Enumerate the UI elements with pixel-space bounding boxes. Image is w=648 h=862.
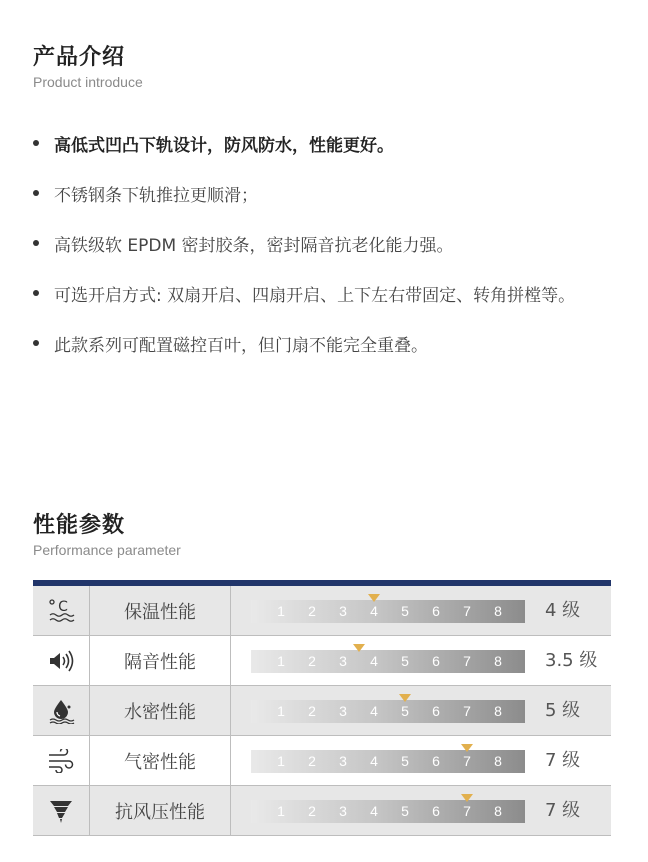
scale-number: 1: [277, 603, 285, 619]
table-row: [33, 636, 611, 686]
intro-list: [33, 118, 643, 368]
scale-number: 2: [308, 803, 316, 819]
list-item-text: 可选开启方式: 双扇开启、四扇开启、上下左右带固定、转角拼樘等。: [54, 285, 576, 306]
grade-label: 7 级: [545, 750, 581, 771]
scale-number: 1: [277, 753, 285, 769]
grade-label: 4 级: [545, 600, 581, 621]
wind-icon: [33, 736, 90, 785]
scale-number: 6: [432, 803, 440, 819]
level-scale: [231, 636, 611, 685]
table-row: [33, 786, 611, 836]
table-row: [33, 736, 611, 786]
grade-label: 3.5 级: [545, 650, 598, 671]
level-marker: [461, 794, 473, 802]
level-marker: [461, 744, 473, 752]
scale-number: 2: [308, 603, 316, 619]
scale-bar: [251, 600, 525, 623]
level-scale: [231, 686, 611, 735]
level-scale: [231, 786, 611, 835]
grade-label: 7 级: [545, 800, 581, 821]
scale-number: 8: [494, 653, 502, 669]
performance-subtitle: Performance parameter: [33, 542, 181, 558]
scale-number: 6: [432, 653, 440, 669]
intro-subtitle: Product introduce: [33, 74, 143, 90]
bullet: [33, 240, 39, 246]
scale-number: 6: [432, 753, 440, 769]
scale-number: 5: [401, 703, 409, 719]
bullet: [33, 140, 39, 146]
row-name: 保温性能: [90, 586, 231, 635]
scale-number: 2: [308, 753, 316, 769]
table-row: [33, 586, 611, 636]
list-item: [33, 118, 643, 168]
scale-number: 1: [277, 653, 285, 669]
scale-number: 3: [339, 653, 347, 669]
scale-number: 4: [370, 653, 378, 669]
speaker-icon: [33, 636, 90, 685]
scale-number: 6: [432, 603, 440, 619]
list-item-text: 高低式凹凸下轨设计，防风防水，性能更好。: [54, 135, 394, 156]
scale-number: 6: [432, 703, 440, 719]
intro-title: 产品介绍: [33, 45, 126, 70]
scale-number: 3: [339, 753, 347, 769]
scale-number: 4: [370, 603, 378, 619]
bullet: [33, 290, 39, 296]
list-item: [33, 168, 643, 218]
scale-number: 1: [277, 803, 285, 819]
bullet: [33, 340, 39, 346]
scale-number: 2: [308, 703, 316, 719]
water-drop-icon: [33, 686, 90, 735]
level-marker: [353, 644, 365, 652]
scale-number: 8: [494, 703, 502, 719]
scale-number: 7: [463, 803, 471, 819]
list-item: [33, 268, 643, 318]
scale-number: 7: [463, 603, 471, 619]
scale-bar: [251, 700, 525, 723]
list-item: [33, 218, 643, 268]
grade-label: 5 级: [545, 700, 581, 721]
level-scale: [231, 736, 611, 785]
list-item: [33, 318, 643, 368]
row-name: 隔音性能: [90, 636, 231, 685]
scale-number: 7: [463, 753, 471, 769]
level-marker: [368, 594, 380, 602]
scale-number: 7: [463, 703, 471, 719]
scale-number: 4: [370, 703, 378, 719]
scale-number: 7: [463, 653, 471, 669]
list-item-text: 高铁级软 EPDM 密封胶条，密封隔音抗老化能力强。: [54, 235, 454, 256]
row-name: 抗风压性能: [90, 786, 231, 835]
scale-number: 8: [494, 603, 502, 619]
level-scale: [231, 586, 611, 635]
performance-table: [33, 580, 611, 836]
scale-number: 3: [339, 603, 347, 619]
scale-number: 8: [494, 803, 502, 819]
scale-number: 4: [370, 753, 378, 769]
scale-number: 2: [308, 653, 316, 669]
scale-bar: [251, 650, 525, 673]
scale-number: 5: [401, 753, 409, 769]
scale-number: 5: [401, 803, 409, 819]
row-name: 气密性能: [90, 736, 231, 785]
performance-title: 性能参数: [33, 513, 126, 538]
scale-number: 3: [339, 703, 347, 719]
list-item-text: 此款系列可配置磁控百叶，但门扇不能完全重叠。: [54, 335, 428, 356]
level-marker: [399, 694, 411, 702]
scale-number: 5: [401, 653, 409, 669]
scale-bar: [251, 750, 525, 773]
scale-number: 3: [339, 803, 347, 819]
scale-number: 4: [370, 803, 378, 819]
row-name: 水密性能: [90, 686, 231, 735]
scale-number: 5: [401, 603, 409, 619]
tornado-icon: [33, 786, 90, 835]
list-item-text: 不锈钢条下轨推拉更顺滑；: [54, 185, 258, 206]
scale-number: 1: [277, 703, 285, 719]
table-row: [33, 686, 611, 736]
scale-number: 8: [494, 753, 502, 769]
thermometer-water-icon: [33, 586, 90, 635]
scale-bar: [251, 800, 525, 823]
svg-text:C: C: [58, 598, 68, 615]
bullet: [33, 190, 39, 196]
